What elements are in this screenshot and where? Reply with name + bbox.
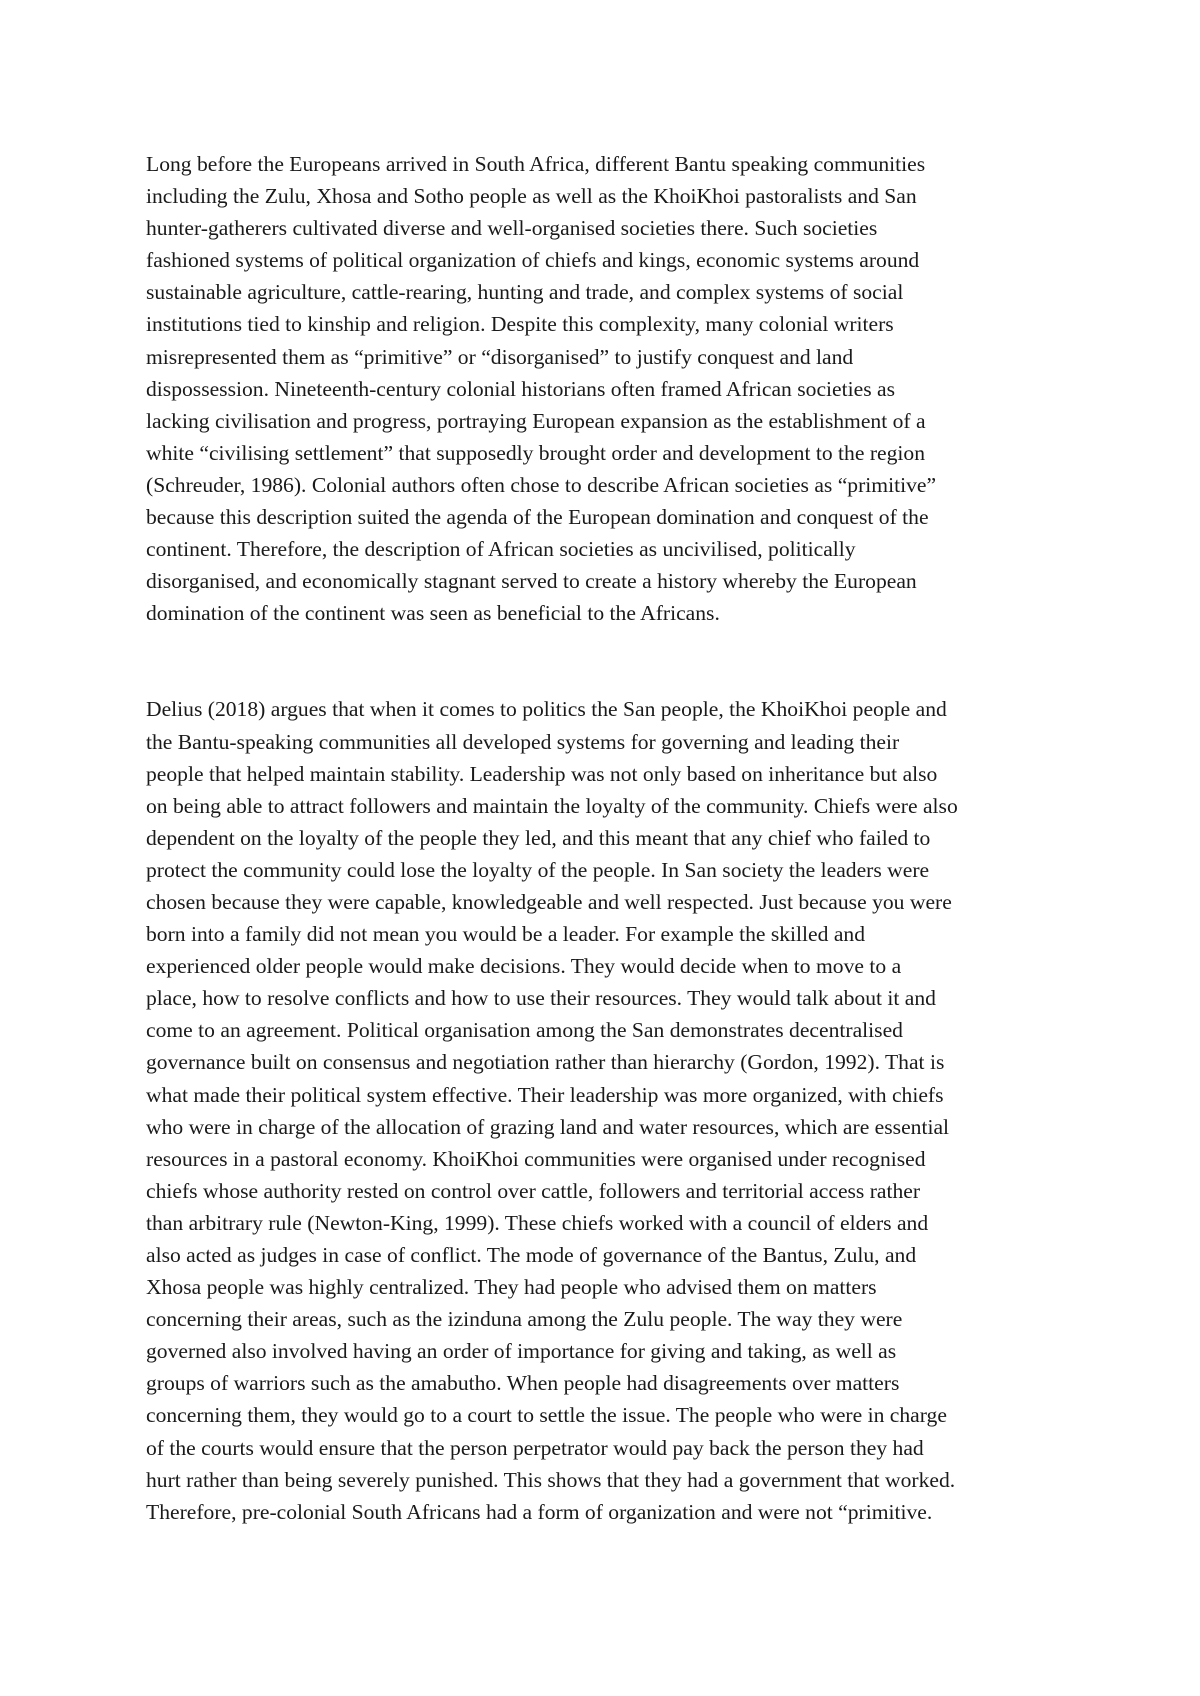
text-line: groups of warriors such as the amabutho. When people had disagreements over matters [146, 1371, 900, 1396]
text-line: Therefore, pre-colonial South Africans had a form of organization and were not “primitive. [146, 1499, 933, 1524]
paragraph-political-systems [146, 693, 1066, 1527]
text-line: who were in charge of the allocation of grazing land and water resources, which are essential [146, 1114, 950, 1139]
text-line: governed also involved having an order of importance for giving and taking, as well as [146, 1339, 897, 1364]
text-line: on being able to attract followers and maintain the loyalty of the community. Chiefs were also [146, 793, 958, 818]
text-line: chiefs whose authority rested on control over cattle, followers and territorial access rather [146, 1178, 921, 1203]
text-line: experienced older people would make decisions. They would decide when to move to a [146, 954, 902, 979]
text-line: disorganised, and economically stagnant served to create a history whereby the European [146, 569, 917, 594]
text-line: dependent on the loyalty of the people they led, and this meant that any chief who failed to [146, 825, 931, 850]
text-line: resources in a pastoral economy. KhoiKhoi communities were organised under recognised [146, 1146, 926, 1171]
text-line: white “civilising settlement” that supposedly brought order and development to the region [146, 440, 925, 465]
text-line: including the Zulu, Xhosa and Sotho people as well as the KhoiKhoi pastoralists and San [146, 184, 917, 209]
text-line: dispossession. Nineteenth-century colonial historians often framed African societies as [146, 376, 895, 401]
text-line: the Bantu-speaking communities all developed systems for governing and leading their [146, 729, 900, 754]
text-line: Xhosa people was highly centralized. They had people who advised them on matters [146, 1275, 877, 1300]
paragraph-precolonial-societies [146, 148, 1066, 629]
text-line: protect the community could lose the loyalty of the people. In San society the leaders were [146, 857, 930, 882]
text-line: place, how to resolve conflicts and how to use their resources. They would talk about it and [146, 986, 936, 1011]
text-line: hunter-gatherers cultivated diverse and well-organised societies there. Such societies [146, 216, 878, 241]
text-line: come to an agreement. Political organisation among the San demonstrates decentralised [146, 1018, 903, 1043]
text-line: continent. Therefore, the description of African societies as uncivilised, politically [146, 537, 856, 562]
text-line: misrepresented them as “primitive” or “disorganised” to justify conquest and land [146, 344, 854, 369]
text-line: Long before the Europeans arrived in South Africa, different Bantu speaking communities [146, 152, 926, 176]
text-line: (Schreuder, 1986). Colonial authors often chose to describe African societies as “primitive” [146, 472, 937, 497]
text-line: chosen because they were capable, knowledgeable and well respected. Just because you were [146, 889, 952, 914]
text-line: what made their political system effective. Their leadership was more organized, with chiefs [146, 1082, 944, 1107]
text-line: governance built on consensus and negotiation rather than hierarchy (Gordon, 1992). That is [146, 1050, 945, 1075]
text-line: people that helped maintain stability. Leadership was not only based on inheritance but also [146, 761, 938, 786]
document-body [146, 148, 1066, 1528]
text-line: concerning their areas, such as the izinduna among the Zulu people. The way they were [146, 1307, 903, 1332]
text-line: also acted as judges in case of conflict. The mode of governance of the Bantus, Zulu, and [146, 1243, 917, 1267]
text-line: domination of the continent was seen as beneficial to the Africans. [146, 601, 720, 626]
text-line: than arbitrary rule (Newton-King, 1999). These chiefs worked with a council of elders and [146, 1210, 929, 1235]
text-line: lacking civilisation and progress, portraying European expansion as the establishment of a [146, 408, 926, 433]
text-line: sustainable agriculture, cattle-rearing, hunting and trade, and complex systems of social [146, 280, 904, 305]
text-line: of the courts would ensure that the person perpetrator would pay back the person they had [146, 1435, 924, 1460]
text-line: Delius (2018) argues that when it comes to politics the San people, the KhoiKhoi people and [146, 697, 947, 722]
text-line: concerning them, they would go to a court to settle the issue. The people who were in charge [146, 1403, 947, 1428]
text-line: born into a family did not mean you would be a leader. For example the skilled and [146, 922, 866, 947]
text-line: fashioned systems of political organization of chiefs and kings, economic systems around [146, 248, 920, 273]
text-line: institutions tied to kinship and religion. Despite this complexity, many colonial writers [146, 312, 894, 337]
text-line: because this description suited the agenda of the European domination and conquest of the [146, 505, 929, 530]
text-line: hurt rather than being severely punished. This shows that they had a government that worked. [146, 1467, 956, 1492]
